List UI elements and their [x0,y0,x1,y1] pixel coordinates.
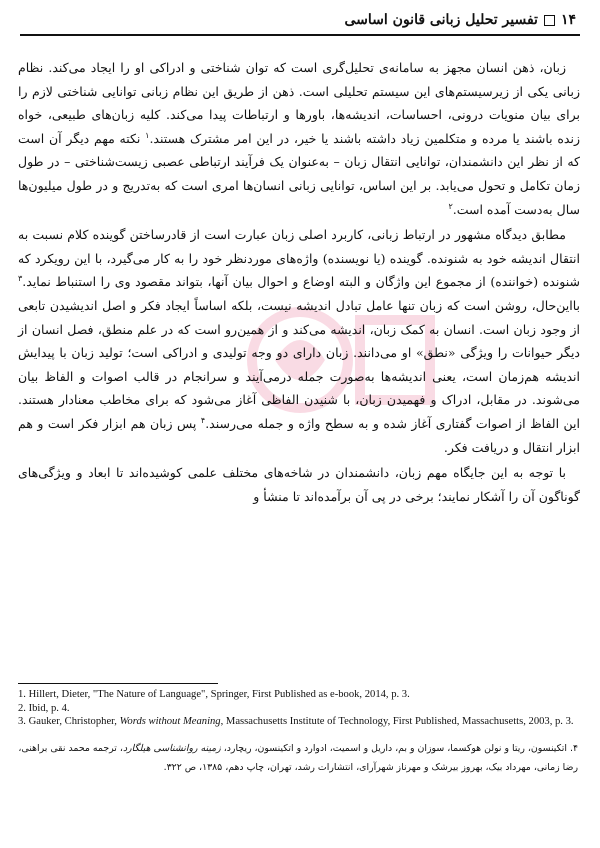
footnote-ref[interactable]: ۳ [18,274,23,284]
footnote-rule [18,683,218,684]
footnote-ref[interactable]: ۴ [200,415,206,425]
paragraph: زبان، ذهن انسان مجهز به سامانه‌ی تحلیل‌گری است که توان شناختی و ادراکی او را ایجاد می‌کند. نظام زبانی یکی از زیرسیستم‌های این سیستم تحلیلی است. ذهن از طریق این نظام زبانی توانایی شناختی لازم را برای بیان منویات درونی، احساسات، اندیشه‌ها، باورها و ارتباطات پیدا می‌کند. کلیه زبان‌های طبیعی، خواه زنده باشند یا مرده و متکلمین زیاد داشته باشند یا خیر، در این امر مشترک هستند.$^۱$ نکته مهم دیگر آن است که از نظر این دانشمندان، توانایی انتقال زبان – به‌عنوان یک فرآیند ارتباطی عصبی زیست‌شناختی – در طول زمان تکامل و تحول می‌یابد. بر این اساس، توانایی زبانی انسان‌ها امری است که به‌تدریج و در طول میلیون‌ها سال به‌دست آمده است.$^۲$ [18,60,580,217]
page-number: ۱۴ [560,12,576,28]
paragraph: با توجه به این جایگاه مهم زبان، دانشمندان در شاخه‌های مختلف علمی کوشیده‌اند تا ابعاد و ویژگی‌های گوناگون آن را آشکار نمایند؛ برخی در پی آن برآمده‌اند تا منشأ و [18,465,580,504]
paragraph: مطابق دیدگاه مشهور در ارتباط زبانی، کاربرد اصلی زبان عبارت است از قادرساختن گوینده کلام نسبت به انتقال اندیشه خود به شنونده. گوینده (یا نویسنده) واژه‌های موردنظر خود را به کار می‌گیرد، با این رویکرد که شنونده (خواننده) از مجموع این واژگان و البته اوضاع و احوال بیان آنها، بتواند مقصود وی را استنباط نماید.$^۳$ بااین‌حال، روشن است که زبان تنها عامل تبادل اندیشه نیست، بلکه اساساً ایجاد فکر و اصل اندیشیدن تابعی از وجود زبان است. انسان به کمک زبان، اندیشه می‌کند و از همین‌رو است که در علم منطق، فصل انسان از دیگر حیوانات را ویژگی «نطق» او می‌دانند. زبان دارای دو وجه تولیدی و ادراکی است؛ تولید زبان با پیدایش اندیشه هم‌زمان است، یعنی اندیشه‌ها به‌صورت جمله درمی‌آیند و سرانجام در قالب اصوات و الفاظ بیان می‌شوند. در مقابل، ادراک و فهمیدن زبان، با شنیدن الفاظی آغاز می‌شود که برای مخاطب معنادار هستند. این الفاظ از اصوات گفتاری آغاز شده و به سطح واژه و جمله می‌رسند.$^۴$ پس زبان هم ابزار فکر است و هم ابزار انتقال و دریافت فکر. [18,227,581,455]
main-text [18,56,580,508]
footnote-ref[interactable]: ۲ [448,201,453,211]
footnote: 1. Hillert, Dieter, "The Nature of Language", Springer, First Published as e-book, 2014, p. 3. [18,689,410,700]
header-rule [20,34,580,36]
footnotes [18,688,580,778]
page-header [24,8,576,32]
footnote-persian: ۴. اتکینسون، ریتا و نولن هوکسما، سوزان و بم، داریل و اسمیت، ادوارد و اتکینسون، ریچارد، زمینه روانشناسی هیلگارد، ترجمه محمد نقی براهنی، رضا زمانی، مهرداد بیک، بهروز بیرشک و مهرناز شهرآرای، انتشارات رشد، تهران، چاپ دهم، ۱۳۸۵، ص ۳۲۲. [18,742,578,774]
footnote-ref[interactable]: ۱ [145,130,150,140]
footnote: 2. Ibid, p. 4. [18,702,70,714]
square-bullet-icon [544,15,555,26]
running-title: تفسیر تحلیل زبانی قانون اساسی [344,12,538,28]
footnote: 3. Gauker, Christopher, Words without Meaning, Massachusetts Institute of Technology, First Published, Massachusetts, 2003, p. 3. [18,716,574,728]
